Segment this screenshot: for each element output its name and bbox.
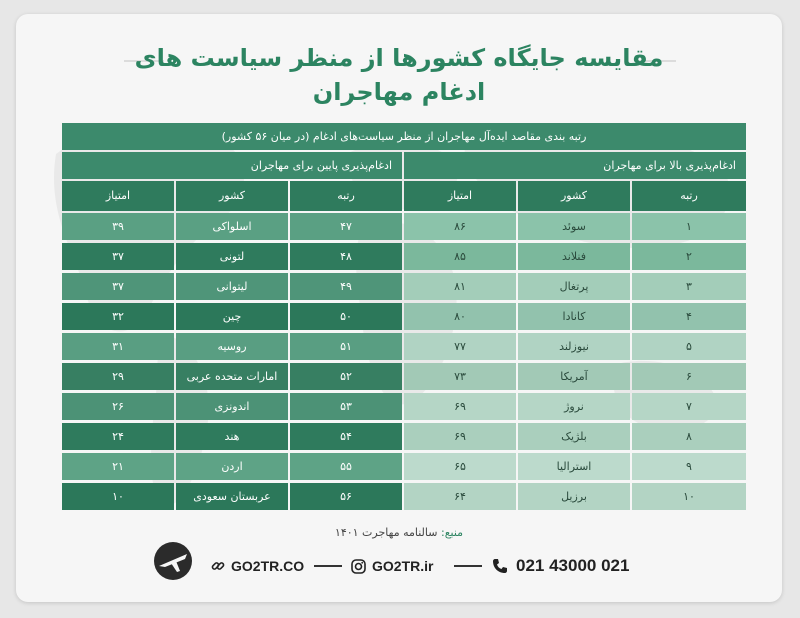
high-country-cell: سوئد: [518, 213, 630, 240]
page-title-line-1: مقایسه جایگاه کشورها از منظر سیاست های: [134, 44, 664, 72]
low-rank-cell: ۵۰: [290, 303, 402, 330]
low-score-cell: ۲۹: [62, 363, 174, 390]
high-country-cell: برزیل: [518, 483, 630, 510]
website-text: GO2TR.CO: [231, 558, 305, 574]
low-rank-cell: ۴۹: [290, 273, 402, 300]
low-country-cell: روسیه: [176, 333, 288, 360]
high-score-cell: ۶۴: [404, 483, 516, 510]
low-rank-cell: ۵۵: [290, 453, 402, 480]
high-rank-cell: ۵: [632, 333, 746, 360]
low-col-rank: رتبه: [290, 181, 402, 211]
divider: [454, 565, 482, 567]
low-country-cell: اسلواکی: [176, 213, 288, 240]
low-score-cell: ۲۴: [62, 423, 174, 450]
low-score-cell: ۳۷: [62, 243, 174, 270]
high-rank-cell: ۹: [632, 453, 746, 480]
high-country-cell: فنلاند: [518, 243, 630, 270]
high-country-cell: نیوزلند: [518, 333, 630, 360]
low-country-cell: اردن: [176, 453, 288, 480]
high-rank-cell: ۶: [632, 363, 746, 390]
high-country-cell: آمریکا: [518, 363, 630, 390]
high-score-cell: ۸۱: [404, 273, 516, 300]
low-country-cell: اندونزی: [176, 393, 288, 420]
low-score-cell: ۳۱: [62, 333, 174, 360]
high-score-cell: ۸۵: [404, 243, 516, 270]
source-text: سالنامه مهاجرت ۱۴۰۱: [334, 526, 438, 539]
source-label: منبع:: [440, 526, 464, 539]
high-rank-cell: ۳: [632, 273, 746, 300]
high-score-cell: ۸۰: [404, 303, 516, 330]
low-score-cell: ۳۷: [62, 273, 174, 300]
high-rank-cell: ۸: [632, 423, 746, 450]
high-score-cell: ۶۹: [404, 393, 516, 420]
low-rank-cell: ۵۳: [290, 393, 402, 420]
instagram-link[interactable]: [351, 554, 433, 578]
divider: [314, 565, 342, 567]
low-rank-cell: ۵۶: [290, 483, 402, 510]
high-col-rank: رتبه: [632, 181, 746, 211]
low-country-cell: امارات متحده عربی: [176, 363, 288, 390]
high-country-cell: استرالیا: [518, 453, 630, 480]
low-score-cell: ۲۶: [62, 393, 174, 420]
phone-link[interactable]: [492, 554, 629, 578]
high-rank-cell: ۱: [632, 213, 746, 240]
low-score-cell: ۳۹: [62, 213, 174, 240]
high-col-country: کشور: [518, 181, 630, 211]
low-col-country: کشور: [176, 181, 288, 211]
high-country-cell: کانادا: [518, 303, 630, 330]
high-rank-cell: ۲: [632, 243, 746, 270]
phone-text: 021 43000 021: [516, 556, 630, 575]
page-title-line-2: ادغام مهاجران: [312, 78, 486, 106]
high-rank-cell: ۷: [632, 393, 746, 420]
low-rank-cell: ۴۷: [290, 213, 402, 240]
low-country-cell: لتونی: [176, 243, 288, 270]
instagram-icon: [351, 559, 366, 574]
low-rank-cell: ۵۲: [290, 363, 402, 390]
infographic-card: [16, 14, 782, 602]
high-country-cell: بلژیک: [518, 423, 630, 450]
high-col-score: امتیاز: [404, 181, 516, 211]
source-line: [16, 526, 782, 539]
low-score-cell: ۲۱: [62, 453, 174, 480]
high-country-cell: نروژ: [518, 393, 630, 420]
low-country-cell: چین: [176, 303, 288, 330]
high-integration-group-header: ادغام‌پذیری بالا برای مهاجران: [404, 152, 746, 179]
high-country-cell: پرتغال: [518, 273, 630, 300]
low-rank-cell: ۵۱: [290, 333, 402, 360]
website-link[interactable]: [211, 554, 304, 578]
high-score-cell: ۷۳: [404, 363, 516, 390]
low-rank-cell: ۴۸: [290, 243, 402, 270]
high-score-cell: ۷۷: [404, 333, 516, 360]
high-rank-cell: ۴: [632, 303, 746, 330]
table-caption: رتبه بندی مقاصد ایده‌آل مهاجران از منظر سیاست‌های ادغام (در میان ۵۶ کشور): [62, 123, 746, 150]
instagram-text: GO2TR.ir: [372, 558, 434, 574]
low-rank-cell: ۵۴: [290, 423, 402, 450]
airplane-logo-icon: [151, 539, 195, 583]
high-rank-cell: ۱۰: [632, 483, 746, 510]
low-score-cell: ۳۲: [62, 303, 174, 330]
high-score-cell: ۶۹: [404, 423, 516, 450]
low-integration-group-header: ادغام‌پذیری پایین برای مهاجران: [62, 152, 402, 179]
high-score-cell: ۸۶: [404, 213, 516, 240]
low-score-cell: ۱۰: [62, 483, 174, 510]
phone-icon: [492, 558, 508, 574]
low-country-cell: هند: [176, 423, 288, 450]
link-icon: [211, 559, 225, 573]
logo: [151, 554, 195, 578]
low-col-score: امتیاز: [62, 181, 174, 211]
high-score-cell: ۶۵: [404, 453, 516, 480]
low-country-cell: لیتوانی: [176, 273, 288, 300]
low-country-cell: عربستان سعودی: [176, 483, 288, 510]
